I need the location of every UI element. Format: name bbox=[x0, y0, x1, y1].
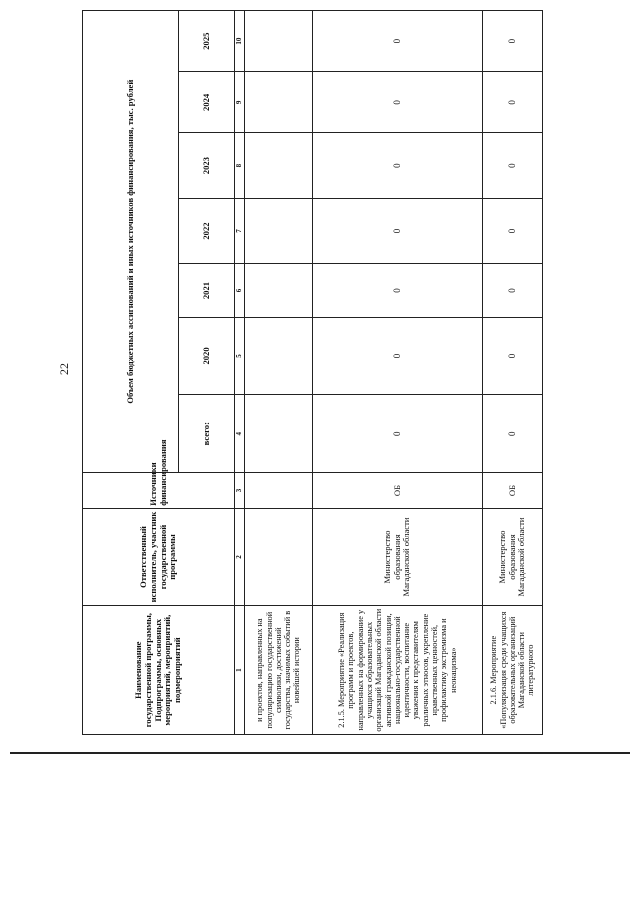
header-year-2025: 2025 bbox=[179, 11, 235, 72]
column-number: 6 bbox=[235, 264, 245, 318]
financing-table bbox=[82, 10, 543, 735]
executor-cell: Министерство образования Магаданской области bbox=[483, 508, 543, 606]
header-program-name: Наименование государственной программы, Подпрограммы, основных мероприятий, мероприятий, подмероприятий bbox=[83, 606, 235, 735]
column-number: 3 bbox=[235, 473, 245, 508]
header-year-2021: 2021 bbox=[179, 264, 235, 318]
header-year-2020: 2020 bbox=[179, 317, 235, 394]
value-cell: 0 bbox=[313, 317, 483, 394]
column-number: 5 bbox=[235, 317, 245, 394]
header-year-2024: 2024 bbox=[179, 72, 235, 133]
value-cell: 0 bbox=[483, 72, 543, 133]
value-cell: 0 bbox=[483, 198, 543, 263]
value-cell: 0 bbox=[483, 317, 543, 394]
table-row bbox=[245, 11, 313, 735]
table-row bbox=[313, 11, 483, 735]
value-cell bbox=[245, 317, 313, 394]
header-funding-volume: Объем бюджетных ассигнований и иных источников финансирования, тыс. рублей bbox=[83, 11, 179, 473]
table-row bbox=[483, 11, 543, 735]
column-number: 7 bbox=[235, 198, 245, 263]
header-year-2023: 2023 bbox=[179, 133, 235, 198]
value-cell: 0 bbox=[483, 264, 543, 318]
source-cell: ОБ bbox=[483, 473, 543, 508]
program-name-cell: и проектов, направленных на популяризацию государственной символики, достижений государства, значимых событий в новейшей истории bbox=[245, 606, 313, 735]
value-cell: 0 bbox=[313, 133, 483, 198]
executor-cell: Министерство образования Магаданской области bbox=[313, 508, 483, 606]
column-number-row bbox=[235, 11, 245, 735]
value-cell: 0 bbox=[313, 395, 483, 473]
column-number: 10 bbox=[235, 11, 245, 72]
page-number: 22 bbox=[57, 363, 71, 375]
column-number: 9 bbox=[235, 72, 245, 133]
value-cell: 0 bbox=[483, 133, 543, 198]
column-number: 4 bbox=[235, 395, 245, 473]
header-executor: Ответственный исполнитель, участник государственной программы bbox=[83, 508, 235, 606]
program-name-cell: 2.1.5. Мероприятие «Реализация программ и проектов, направленных на формирование у учащихся образовательных организаций Магаданской области активной гражданской позиции, национально-государственной идентичности, воспитание уважения к представителям различных этносов, укрепление нравственных ценностей, профилактику экстремизма и неонацизма» bbox=[313, 606, 483, 735]
value-cell bbox=[245, 72, 313, 133]
rotated-table bbox=[82, 10, 542, 735]
header-year-2022: 2022 bbox=[179, 198, 235, 263]
value-cell bbox=[245, 264, 313, 318]
value-cell bbox=[245, 395, 313, 473]
value-cell bbox=[245, 133, 313, 198]
horizontal-rule bbox=[10, 752, 630, 754]
header-row-1 bbox=[83, 11, 179, 735]
value-cell: 0 bbox=[313, 264, 483, 318]
column-number: 1 bbox=[235, 606, 245, 735]
source-cell bbox=[245, 473, 313, 508]
value-cell: 0 bbox=[483, 11, 543, 72]
column-number: 8 bbox=[235, 133, 245, 198]
header-year-total: всего: bbox=[179, 395, 235, 473]
value-cell bbox=[245, 198, 313, 263]
table-container bbox=[82, 10, 542, 735]
value-cell: 0 bbox=[313, 198, 483, 263]
value-cell: 0 bbox=[313, 72, 483, 133]
value-cell: 0 bbox=[483, 395, 543, 473]
column-number: 2 bbox=[235, 508, 245, 606]
source-cell: ОБ bbox=[313, 473, 483, 508]
header-funding-source: Источники финансирования bbox=[83, 473, 235, 508]
program-name-cell: 2.1.6. Мероприятие «Популяризация среди учащихся образовательных организаций Магаданской области литературного bbox=[483, 606, 543, 735]
executor-cell bbox=[245, 508, 313, 606]
value-cell: 0 bbox=[313, 11, 483, 72]
value-cell bbox=[245, 11, 313, 72]
